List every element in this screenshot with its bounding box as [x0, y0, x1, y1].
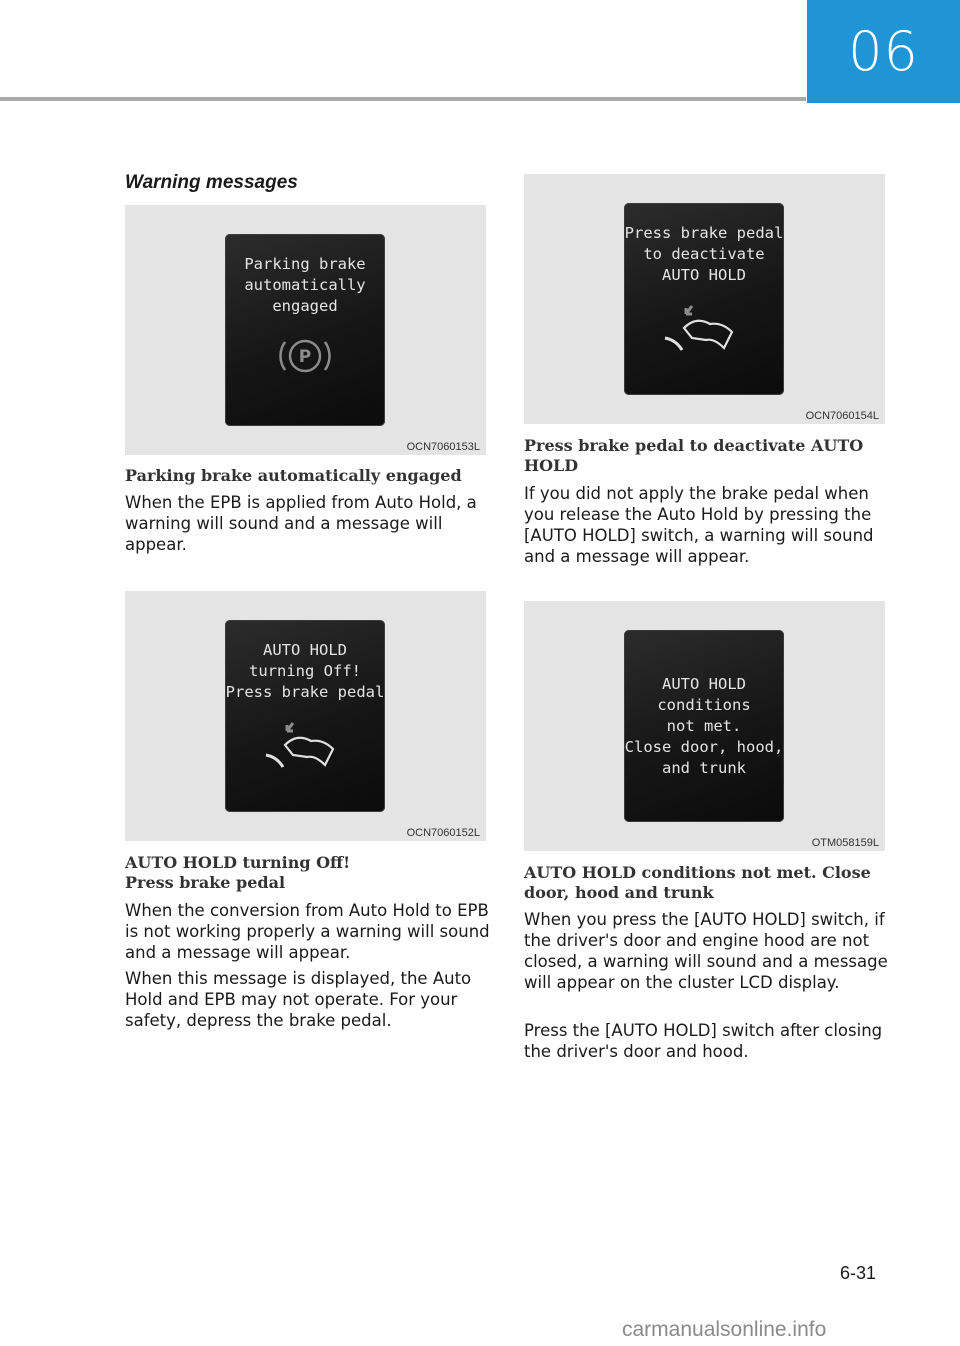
screen-message: AUTO HOLD turning Off! Press brake pedal: [225, 641, 385, 701]
brake-pedal-icon: [662, 298, 742, 358]
paragraph: If you did not apply the brake pedal when you release the Auto Hold by pressing the [AUTO HOLD] switch, a warning will sound and a message will appear.: [524, 484, 874, 566]
heading-parking-brake: Parking brake automatically engaged: [125, 466, 462, 485]
heading-auto-hold-off: AUTO HOLD turning Off! Press brake pedal: [125, 853, 351, 892]
paragraph: When this message is displayed, the Auto Hold and EPB may not operate. For your safety, depress the brake pedal.: [125, 969, 472, 1030]
brake-pedal-icon: [263, 715, 343, 775]
screen-message: Press brake pedal to deactivate AUTO HOLD: [624, 224, 784, 284]
watermark[interactable]: carmanualsonline.info: [622, 1318, 827, 1341]
cluster-screen: [624, 203, 784, 395]
figure-code: OCN7060153L: [406, 441, 480, 453]
header-rule: [0, 97, 806, 101]
figure-parking-brake: [125, 205, 486, 455]
parking-brake-icon: [275, 332, 335, 382]
figure-deactivate-auto-hold: [524, 174, 885, 424]
figure-code: OCN7060154L: [805, 410, 879, 422]
cluster-screen: [225, 234, 385, 426]
chapter-tab: 06: [807, 0, 960, 103]
paragraph: When you press the [AUTO HOLD] switch, if the driver's door and engine hood are not closed, a warning will sound and a message will appear on the cluster LCD display.: [524, 910, 888, 992]
cluster-screen: [624, 630, 784, 822]
paragraph: When the conversion from Auto Hold to EPB is not working properly a warning will sound and a message will appear.: [125, 901, 490, 962]
section-title: Warning messages: [125, 172, 298, 193]
page-number: 6-31: [840, 1263, 877, 1283]
heading-deactivate-auto-hold: Press brake pedal to deactivate AUTO HOLD: [524, 436, 864, 475]
heading-conditions-not-met: AUTO HOLD conditions not met. Close door, hood and trunk: [524, 863, 871, 902]
figure-conditions-not-met: [524, 601, 885, 851]
figure-code: OTM058159L: [811, 837, 879, 849]
paragraph: Press the [AUTO HOLD] switch after closing the driver's door and hood.: [524, 1021, 883, 1061]
cluster-screen: [225, 620, 385, 812]
svg-text:P: P: [298, 347, 312, 367]
figure-code: OCN7060152L: [406, 827, 480, 839]
figure-auto-hold-off: [125, 591, 486, 841]
paragraph: When the EPB is applied from Auto Hold, a warning will sound and a message will appear.: [125, 493, 477, 554]
screen-message: Parking brake automatically engaged: [244, 255, 366, 315]
screen-message: AUTO HOLD conditions not met. Close door, hood, and trunk: [624, 675, 784, 777]
